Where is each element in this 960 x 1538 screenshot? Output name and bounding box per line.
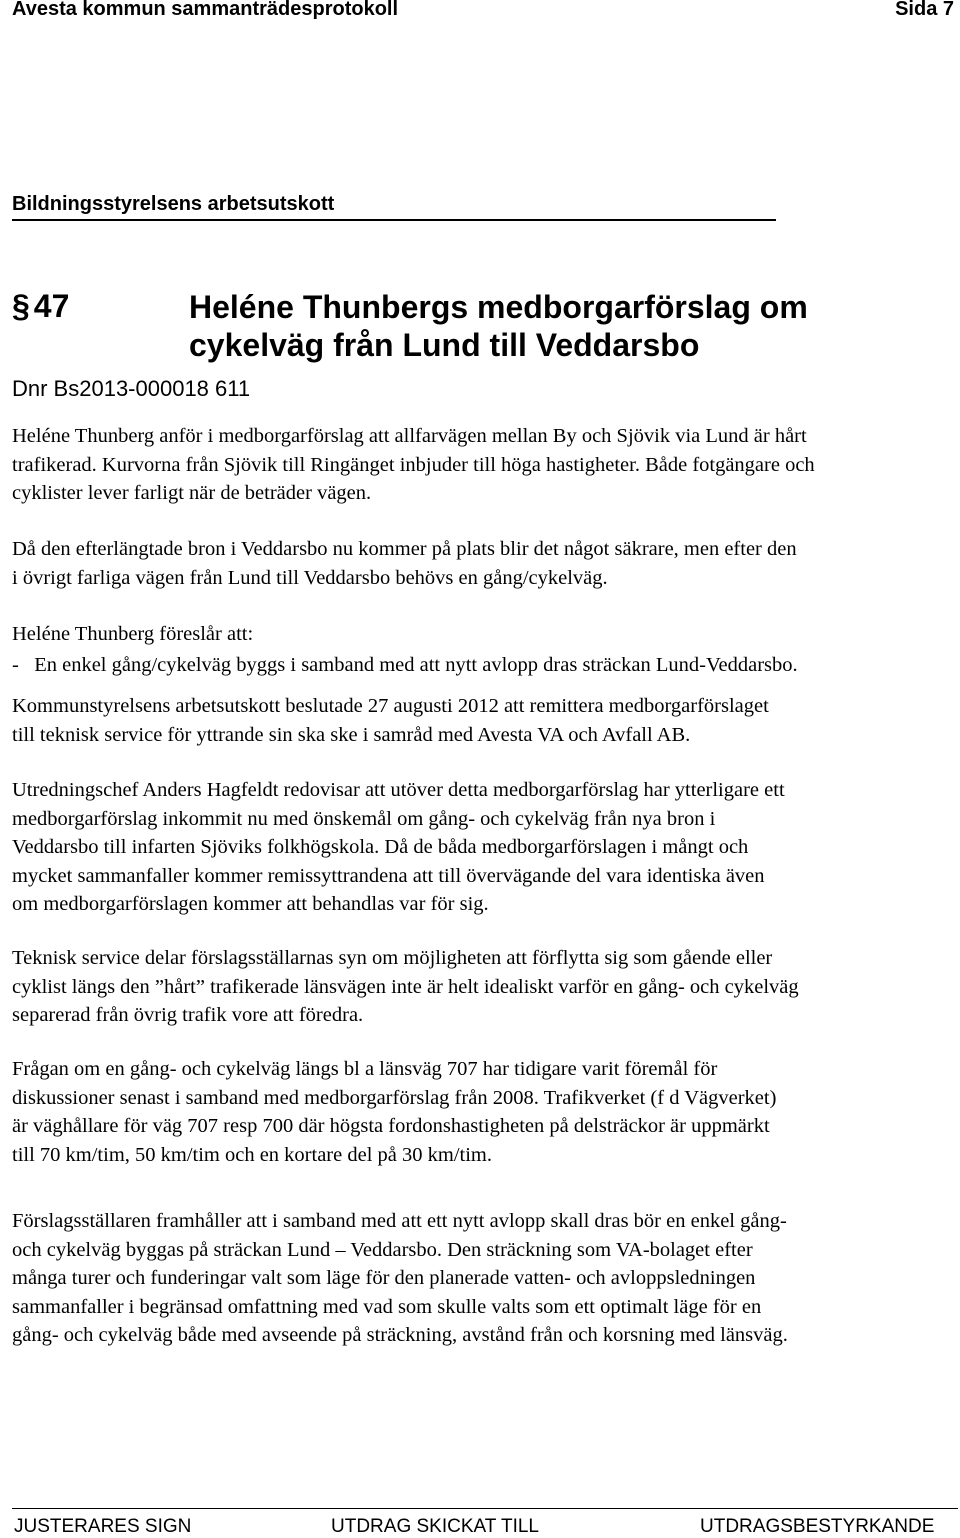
text-line: Då den efterlängtade bron i Veddarsbo nu kommer på plats blir det något säkrare, men efter den bbox=[12, 538, 797, 560]
body-paragraph bbox=[12, 535, 797, 592]
paragraph-number-value: 47 bbox=[33, 288, 70, 324]
text-line: till teknisk service för yttrande sin ska ske i samråd med Avesta VA och Avfall AB. bbox=[12, 723, 691, 746]
page-number: Sida 7 bbox=[895, 0, 954, 20]
title-line: cykelväg från Lund till Veddarsbo bbox=[189, 327, 700, 363]
text-line: - En enkel gång/cykelväg byggs i samband med att nytt avlopp dras sträckan Lund-Veddarsbo. bbox=[12, 654, 798, 676]
text-line: Heléne Thunberg anför i medborgarförslag att allfarvägen mellan By och Sjövik via Lund är hårt bbox=[12, 425, 807, 447]
footer-extract-sent-to: UTDRAG SKICKAT TILL bbox=[331, 1516, 539, 1537]
body-paragraph bbox=[12, 1055, 776, 1169]
text-line: många turer och funderingar valt som läge för den planerade vatten- och avloppsledningen bbox=[12, 1267, 756, 1289]
text-line: cyklister lever farligt när de beträder vägen. bbox=[12, 482, 372, 504]
footer-adjuster-sign: JUSTERARES SIGN bbox=[14, 1516, 192, 1537]
text-line: Teknisk service delar förslagsställarnas syn om möjligheten att förflytta sig som gående eller bbox=[12, 947, 773, 969]
body-paragraph bbox=[12, 944, 799, 1030]
text-line: Utredningschef Anders Hagfeldt redovisar att utöver detta medborgarförslag har ytterligare ett bbox=[12, 779, 785, 801]
text-line: sammanfaller i begränsad omfattning med vad som skulle valts som ett optimalt läge för en bbox=[12, 1295, 762, 1318]
text-line: i övrigt farliga vägen från Lund till Veddarsbo behövs en gång/cykelväg. bbox=[12, 566, 608, 589]
text-line: till 70 km/tim, 50 km/tim och en kortare del på 30 km/tim. bbox=[12, 1143, 492, 1166]
paragraph-number bbox=[12, 286, 69, 326]
text-line: trafikerad. Kurvorna från Sjövik till Ringänget inbjuder till höga hastigheter. Både fotgängare och bbox=[12, 453, 815, 476]
committee-heading: Bildningsstyrelsens arbetsutskott bbox=[12, 193, 335, 215]
body-paragraph bbox=[12, 776, 785, 919]
text-line: och cykelväg byggas på sträckan Lund – Veddarsbo. Den sträckning som VA-bolaget efter bbox=[12, 1238, 753, 1261]
text-line: diskussioner senast i samband med medborgarförslag från 2008. Trafikverket (f d Vägverket) bbox=[12, 1086, 777, 1109]
footer-extract-certification: UTDRAGSBESTYRKANDE bbox=[700, 1516, 935, 1537]
committee-underline bbox=[12, 219, 776, 221]
body-paragraph bbox=[12, 422, 815, 508]
document-header-title: Avesta kommun sammanträdesprotokoll bbox=[12, 0, 399, 20]
page-title bbox=[189, 288, 808, 364]
text-line: mycket sammanfaller kommer remissyttrandena att till övervägande del vara identiska även bbox=[12, 864, 765, 887]
text-line: Frågan om en gång- och cykelväg längs bl a länsväg 707 har tidigare varit föremål för bbox=[12, 1058, 718, 1080]
text-line: Kommunstyrelsens arbetsutskott beslutade 27 augusti 2012 att remittera medborgarförslaget bbox=[12, 695, 769, 717]
text-line: om medborgarförslagen kommer att behandlas var för sig. bbox=[12, 893, 489, 915]
body-paragraph bbox=[12, 692, 769, 749]
diary-number: Dnr Bs2013-000018 611 bbox=[12, 376, 251, 401]
text-line: cyklist längs den ”hårt” trafikerade länsvägen inte är helt idealiskt varför en gång- och cykelväg bbox=[12, 975, 799, 998]
text-line: Förslagsställaren framhåller att i samband med att ett nytt avlopp skall dras bör en enkel gång- bbox=[12, 1210, 787, 1232]
body-paragraph bbox=[12, 1207, 788, 1350]
text-line: Veddarsbo till infarten Sjöviks folkhögskola. Då de båda medborgarförslagen i mångt och bbox=[12, 836, 749, 858]
proposal-intro bbox=[12, 620, 253, 649]
text-line: medborgarförslag inkommit nu med önskemål om gång- och cykelväg från nya bron i bbox=[12, 807, 716, 830]
text-line: är väghållare för väg 707 resp 700 där högsta fordonshastigheten på delsträckor är uppmärkt bbox=[12, 1115, 770, 1137]
footer-divider bbox=[12, 1508, 958, 1509]
proposal-item bbox=[12, 651, 798, 680]
text-line: Heléne Thunberg föreslår att: bbox=[12, 623, 254, 645]
text-line: separerad från övrig trafik vore att föredra. bbox=[12, 1004, 364, 1026]
section-symbol: § bbox=[12, 288, 30, 324]
title-line: Heléne Thunbergs medborgarförslag om bbox=[189, 289, 808, 325]
text-line: gång- och cykelväg både med avseende på sträckning, avstånd från och korsning med länsväg. bbox=[12, 1324, 788, 1346]
